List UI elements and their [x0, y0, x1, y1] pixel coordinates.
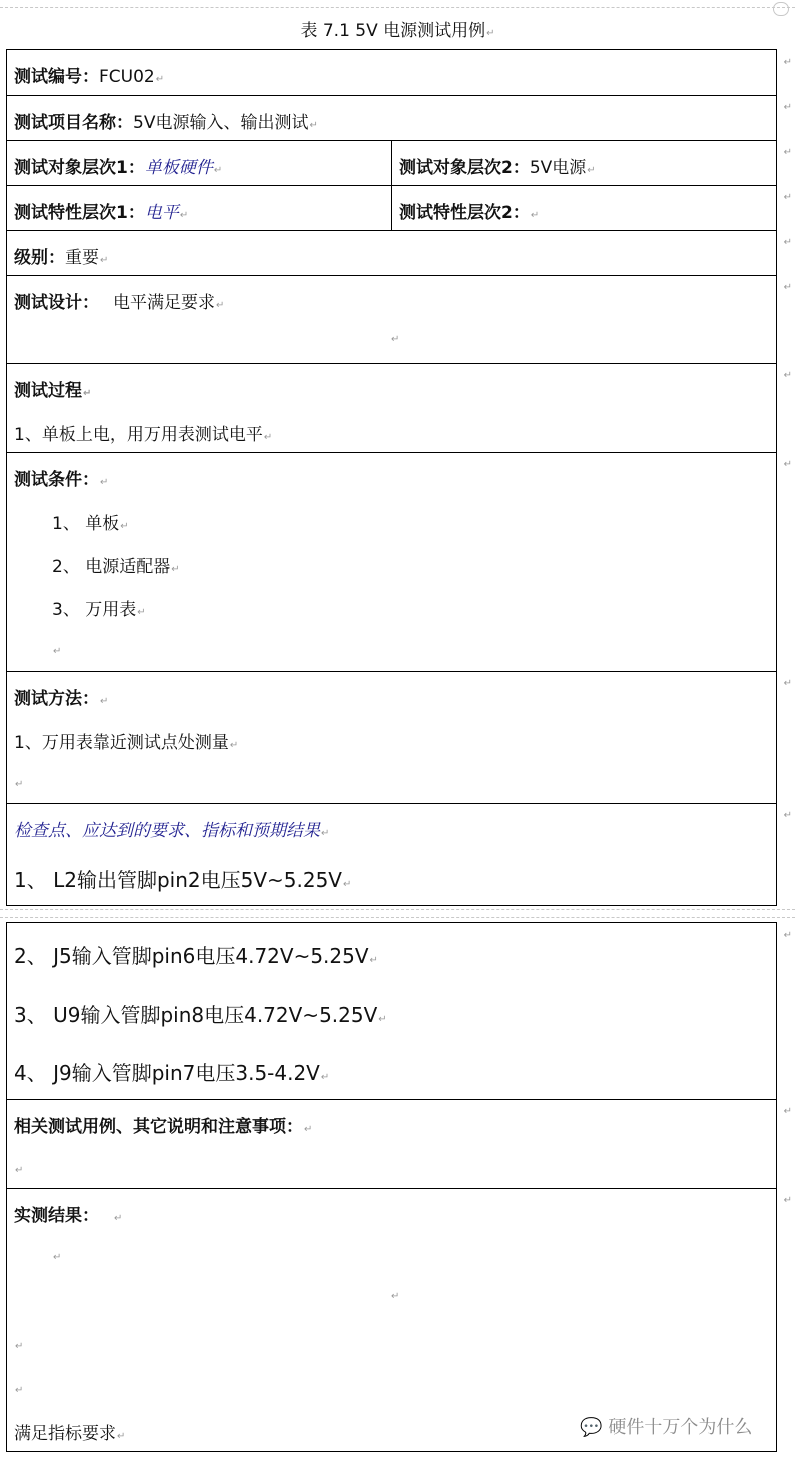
item-name-label: 测试项目名称：: [14, 113, 133, 133]
method-label: 测试方法：: [14, 689, 99, 709]
row-design: 测试设计： 电平满足要求↵ ↵: [7, 275, 776, 363]
row-item-name: 测试项目名称：5V电源输入、输出测试↵: [7, 95, 776, 140]
paragraph-mark: ↵: [53, 1252, 62, 1263]
row-end-mark: ↵: [783, 930, 792, 941]
page-break-bottom: [0, 917, 795, 918]
conditions-label: 测试条件：: [14, 470, 99, 490]
checkpoint-item: 4、 J9输入管脚pin7电压3.5-4.2V: [14, 1061, 320, 1085]
test-case-table-continued: [6, 922, 777, 1452]
paragraph-mark: ↵: [15, 1165, 24, 1176]
feature-level1-value: 电平: [144, 203, 179, 223]
condition-item: 3、 万用表: [52, 600, 137, 620]
design-value: 电平满足要求: [113, 293, 215, 313]
row-checkpoints-continued: 2、 J5输入管脚pin6电压4.72V~5.25V↵ 3、 U9输入管脚pin8电压4.72V~5.25V↵ 4、 J9输入管脚pin7电压3.5-4.2V↵: [14, 944, 387, 1085]
paragraph-mark: ↵: [15, 1385, 24, 1396]
row-end-mark: ↵: [783, 370, 792, 381]
result-value: 满足指标要求: [14, 1424, 116, 1444]
row-end-mark: ↵: [783, 102, 792, 113]
related-label: 相关测试用例、其它说明和注意事项：: [14, 1117, 303, 1137]
process-step: 1、单板上电，用万用表测试电平: [14, 425, 263, 445]
paragraph-mark: ↵: [15, 1341, 24, 1352]
row-end-mark: ↵: [783, 147, 792, 158]
level-label: 级别：: [14, 248, 65, 268]
test-case-table: [6, 49, 777, 906]
paragraph-mark: ↵: [15, 779, 24, 790]
row-checkpoints: 检查点、应达到的要求、指标和预期结果↵ 1、 L2输出管脚pin2电压5V~5.25V↵: [7, 803, 776, 907]
row-end-mark: ↵: [783, 678, 792, 689]
paragraph-mark: ↵: [391, 334, 400, 345]
wechat-icon: 💬: [580, 1417, 603, 1438]
row-conditions: 测试条件：↵ 1、 单板↵ 2、 电源适配器↵ 3、 万用表↵ ↵: [7, 452, 776, 671]
table-caption: 表 7.1 5V 电源测试用例↵: [300, 21, 495, 41]
row-end-mark: ↵: [783, 459, 792, 470]
row-end-mark: ↵: [783, 1106, 792, 1117]
column-divider: [391, 186, 392, 230]
page-corner-marker: [773, 2, 789, 16]
checkpoint-item: 1、 L2输出管脚pin2电压5V~5.25V: [14, 868, 342, 892]
row-end-mark: ↵: [783, 810, 792, 821]
case-id-label: 测试编号：: [14, 67, 99, 87]
row-case-id: 测试编号：FCU02↵: [14, 67, 165, 87]
method-step: 1、万用表靠近测试点处测量: [14, 733, 229, 753]
row-method: 测试方法：↵ 1、万用表靠近测试点处测量↵ ↵: [7, 671, 776, 803]
row-end-mark: ↵: [783, 1195, 792, 1206]
object-level1-value: 单板硬件: [144, 158, 213, 178]
row-feature-level: 测试特性层次1：电平↵ 测试特性层次2：↵: [7, 185, 776, 230]
page-boundary-top: [0, 7, 795, 8]
object-level2-label: 测试对象层次2：: [399, 158, 530, 178]
object-level2-value: 5V电源: [529, 158, 587, 178]
paragraph-mark: ↵: [391, 1291, 400, 1302]
object-level1-label: 测试对象层次1：: [14, 158, 145, 178]
design-label: 测试设计：: [14, 293, 99, 313]
row-process: 测试过程↵ 1、单板上电，用万用表测试电平↵: [7, 363, 776, 452]
feature-level2-label: 测试特性层次2：: [399, 203, 530, 223]
checkpoint-item: 3、 U9输入管脚pin8电压4.72V~5.25V: [14, 1003, 378, 1027]
watermark: [580, 1413, 752, 1439]
checkpoints-label: 检查点、应达到的要求、指标和预期结果: [14, 821, 320, 841]
condition-item: 2、 电源适配器: [52, 557, 171, 577]
row-result: 实测结果： ↵ ↵ ↵ ↵ ↵ 满足指标要求↵: [7, 1188, 776, 1451]
checkpoint-item: 2、 J5输入管脚pin6电压4.72V~5.25V: [14, 944, 369, 968]
row-end-mark: ↵: [783, 57, 792, 68]
feature-level1-label: 测试特性层次1：: [14, 203, 145, 223]
row-end-mark: ↵: [783, 192, 792, 203]
item-name-value: 5V电源输入、输出测试: [133, 113, 309, 133]
paragraph-mark: ↵: [53, 646, 62, 657]
page-break-top: [0, 909, 795, 910]
row-end-mark: ↵: [783, 237, 792, 248]
row-end-mark: ↵: [783, 282, 792, 293]
row-level: 级别：重要↵: [7, 230, 776, 275]
result-label: 实测结果：: [14, 1206, 99, 1226]
column-divider: [391, 141, 392, 185]
case-id-value: FCU02: [99, 67, 155, 87]
watermark-text: 硬件十万个为什么: [608, 1417, 753, 1438]
row-object-level: 测试对象层次1：单板硬件↵ 测试对象层次2：5V电源↵: [7, 140, 776, 185]
row-related: 相关测试用例、其它说明和注意事项：↵ ↵: [7, 1099, 776, 1188]
condition-item: 1、 单板: [52, 514, 120, 534]
process-label: 测试过程: [14, 381, 82, 401]
level-value: 重要: [65, 248, 99, 268]
